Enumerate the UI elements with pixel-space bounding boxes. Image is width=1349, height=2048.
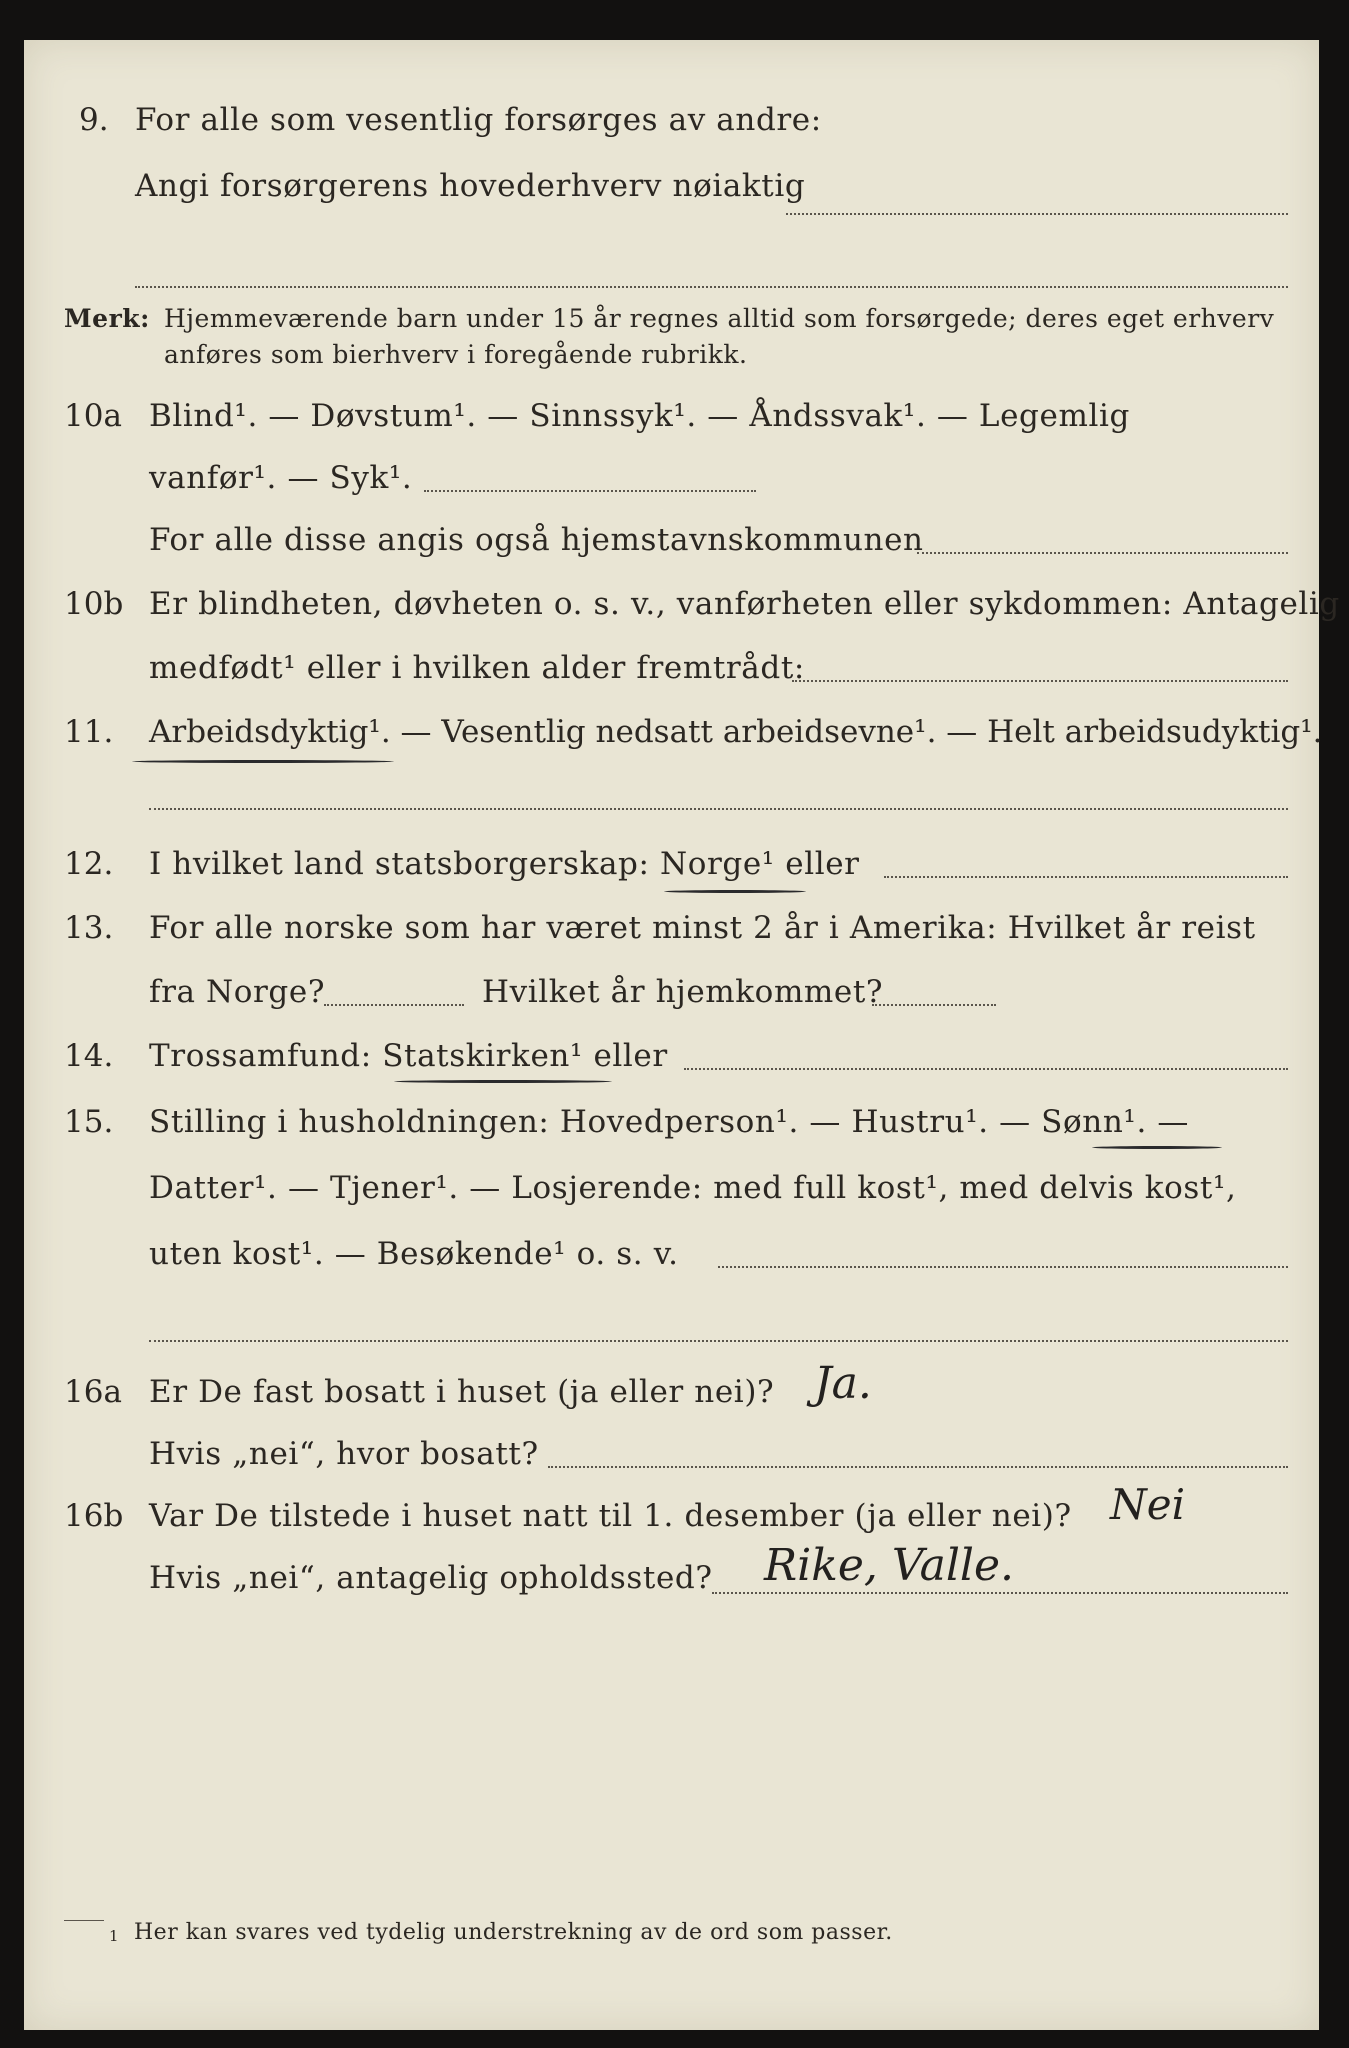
q16a-handwritten-answer: Ja. (814, 1358, 872, 1409)
q9-answer-line[interactable] (786, 213, 1288, 215)
census-form-page (24, 40, 1340, 2030)
q9-answer-line-2[interactable] (135, 286, 1288, 288)
q12-number: 12. (64, 846, 114, 882)
q14-line1: Trossamfund: Statskirken¹ eller (149, 1038, 668, 1074)
q10a-line3: For alle disse angis også hjemstavnskommunen (149, 522, 924, 558)
q15-answer-line[interactable] (718, 1266, 1288, 1268)
q12-underline-mark (664, 890, 806, 893)
q12-answer-line[interactable] (884, 876, 1288, 878)
q16b-handwritten-answer: Nei (1110, 1480, 1186, 1529)
q10b-line1: Er blindheten, døvheten o. s. v., vanførheten eller sykdommen: Antagelig (149, 586, 1340, 622)
q10a-answer-line[interactable] (424, 490, 756, 492)
q16b-line1: Var De tilstede i huset natt til 1. desember (ja eller nei)? (149, 1498, 1072, 1534)
footnote-rule (64, 1920, 104, 1921)
q14-answer-line[interactable] (684, 1068, 1288, 1070)
q11-number: 11. (64, 714, 114, 750)
q13-number: 13. (64, 910, 114, 946)
q15-underline-mark (1092, 1146, 1222, 1149)
q16a-number: 16a (64, 1374, 122, 1410)
q11-answer-line[interactable] (149, 808, 1288, 810)
merk-label: Merk: (64, 304, 150, 333)
q11-underline-mark (132, 760, 394, 763)
q10b-answer-line[interactable] (792, 680, 1288, 682)
q10b-line2: medfødt¹ eller i hvilken alder fremtrådt: (149, 650, 805, 686)
q15-line3: uten kost¹. — Besøkende¹ o. s. v. (149, 1236, 679, 1272)
q9-line1: For alle som vesentlig forsørges av andre: (135, 102, 822, 138)
q13-line1: For alle norske som har været minst 2 år i Amerika: Hvilket år reist (149, 910, 1256, 946)
q10a-line2: vanfør¹. — Syk¹. (149, 460, 413, 496)
q11-line1: Arbeidsdyktig¹. — Vesentlig nedsatt arbeidsevne¹. — Helt arbeidsudyktig¹. (149, 714, 1323, 750)
q10b-number: 10b (64, 586, 124, 622)
q14-underline-mark (394, 1080, 612, 1083)
q13-left-line[interactable] (324, 1004, 464, 1006)
q16a-line1: Er De fast bosatt i huset (ja eller nei)? (149, 1374, 775, 1410)
q12-line1: I hvilket land statsborgerskap: Norge¹ eller (149, 846, 860, 882)
q16b-place-line[interactable] (712, 1592, 1288, 1594)
q9-line2: Angi forsørgerens hovederhverv nøiaktig (135, 168, 806, 204)
q16a-where-line[interactable] (548, 1466, 1288, 1468)
merk-line2: anføres som bierhverv i foregående rubrikk. (164, 340, 748, 369)
q14-number: 14. (64, 1038, 114, 1074)
footnote-text: Her kan svares ved tydelig understrekning av de ord som passer. (134, 1920, 893, 1945)
q16b-number: 16b (64, 1498, 124, 1534)
q16a-line2: Hvis „nei“, hvor bosatt? (149, 1436, 539, 1472)
q15-number: 15. (64, 1104, 114, 1140)
q13-line2a: fra Norge? (149, 974, 326, 1010)
q15-answer-line-2[interactable] (149, 1340, 1288, 1342)
q10a-line1: Blind¹. — Døvstum¹. — Sinnssyk¹. — Åndssvak¹. — Legemlig (149, 398, 1130, 434)
q10a-home-line[interactable] (917, 552, 1288, 554)
q16b-line2: Hvis „nei“, antagelig opholdssted? (149, 1560, 713, 1596)
footnote-mark: 1 (109, 1927, 120, 1945)
q13-returned-line[interactable] (872, 1004, 996, 1006)
q15-line2: Datter¹. — Tjener¹. — Losjerende: med full kost¹, med delvis kost¹, (149, 1170, 1237, 1206)
q9-number: 9. (79, 102, 109, 138)
q10a-number: 10a (64, 398, 122, 434)
q16b-handwritten-place: Rike, Valle. (764, 1540, 1015, 1591)
merk-line1: Hjemmeværende barn under 15 år regnes alltid som forsørgede; deres eget erhverv (164, 304, 1275, 333)
q15-line1: Stilling i husholdningen: Hovedperson¹. — Hustru¹. — Sønn¹. — (149, 1104, 1189, 1140)
q13-line2b: Hvilket år hjemkommet? (482, 974, 884, 1010)
